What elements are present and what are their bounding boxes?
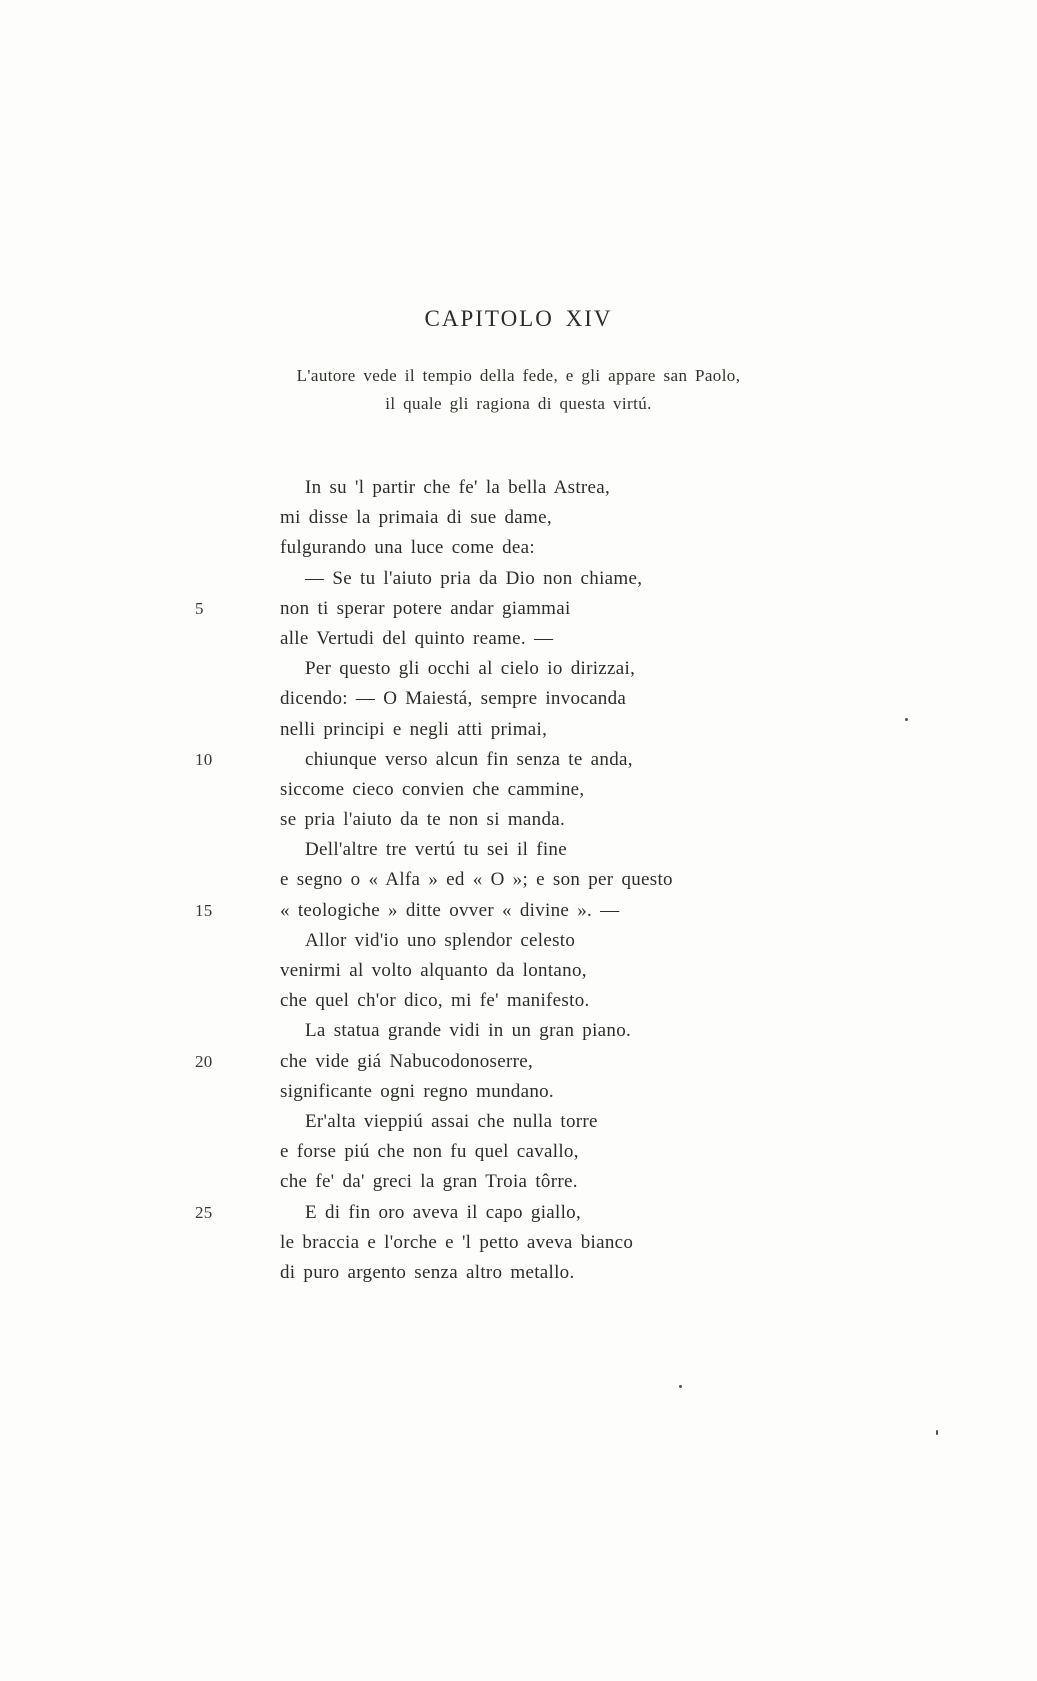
poem-line — [195, 537, 855, 567]
verse-text: In su 'l partir che fe' la bella Astrea, — [305, 477, 611, 498]
poem-line — [195, 930, 855, 960]
verse-text: nelli principi e negli atti primai, — [280, 718, 548, 740]
verse-text: non ti sperar potere andar giammai — [280, 597, 571, 619]
poem-line — [195, 1262, 855, 1292]
verse-text: dicendo: — O Maiestá, sempre invocanda — [280, 688, 627, 710]
poem-line — [195, 900, 855, 930]
verse-text: significante ogni regno mundano. — [280, 1080, 554, 1102]
verse-text: che vide giá Nabucodonoserre, — [280, 1050, 533, 1072]
poem-line — [195, 1202, 855, 1232]
verse-text: siccome cieco convien che cammine, — [280, 778, 585, 800]
poem-line — [195, 628, 855, 658]
poem-line — [195, 688, 855, 718]
poem-line — [195, 990, 855, 1020]
scan-speck — [905, 718, 908, 721]
chapter-summary — [0, 362, 1037, 418]
verse-text: se pria l'aiuto da te non si manda. — [280, 809, 566, 831]
verse-text: « teologiche » ditte ovver « divine ». — — [280, 899, 620, 921]
verse-text: che quel ch'or dico, mi fe' manifesto. — [280, 990, 590, 1012]
scan-speck — [936, 1430, 938, 1435]
poem-line — [195, 1020, 855, 1050]
scan-speck — [679, 1385, 682, 1388]
line-number: 25 — [195, 1202, 213, 1222]
poem-line — [195, 749, 855, 779]
poem-line — [195, 839, 855, 869]
poem-line — [195, 960, 855, 990]
poem-line — [195, 1141, 855, 1171]
chapter-title: CAPITOLO XIV — [424, 306, 613, 331]
line-number: 15 — [195, 900, 213, 920]
line-number: 5 — [195, 598, 204, 618]
poem-line — [195, 1171, 855, 1201]
verse-text: e segno o « Alfa » ed « O »; e son per questo — [280, 869, 673, 891]
poem-line — [195, 1051, 855, 1081]
verse-text: di puro argento senza altro metallo. — [280, 1261, 575, 1283]
verse-text: E di fin oro aveva il capo giallo, — [305, 1201, 582, 1223]
poem-line — [195, 1081, 855, 1111]
poem-line — [195, 869, 855, 899]
verse-text: — Se tu l'aiuto pria da Dio non chiame, — [305, 567, 643, 589]
poem-line — [195, 779, 855, 809]
poem-line — [195, 658, 855, 688]
verse-text: Dell'altre tre vertú tu sei il fine — [305, 839, 567, 861]
verse-text: Er'alta vieppiú assai che nulla torre — [305, 1110, 598, 1132]
verse-text: e forse piú che non fu quel cavallo, — [280, 1141, 579, 1163]
line-number: 20 — [195, 1051, 213, 1071]
verse-text: La statua grande vidi in un gran piano. — [305, 1020, 632, 1042]
verse-text: fulgurando una luce come dea: — [280, 537, 535, 559]
verse-text: Per questo gli occhi al cielo io dirizzai, — [305, 658, 636, 680]
chapter-summary-line-2: il quale gli ragiona di questa virtú. — [385, 394, 652, 413]
chapter-summary-line-1: L'autore vede il tempio della fede, e gli appare san Paolo, — [296, 366, 741, 385]
poem-line — [195, 1111, 855, 1141]
line-number: 10 — [195, 749, 213, 769]
verse-text: Allor vid'io uno splendor celesto — [305, 929, 576, 951]
verse-text: chiunque verso alcun fin senza te anda, — [305, 748, 633, 770]
poem-line — [195, 719, 855, 749]
poem-line — [195, 809, 855, 839]
poem-line — [195, 598, 855, 628]
poem-line — [195, 1232, 855, 1262]
poem-line — [195, 477, 855, 507]
verse-text: che fe' da' greci la gran Troia tôrre. — [280, 1171, 578, 1193]
poem-line — [195, 507, 855, 537]
poem — [195, 477, 855, 1292]
verse-text: alle Vertudi del quinto reame. — — [280, 627, 554, 649]
verse-text: le braccia e l'orche e 'l petto aveva bianco — [280, 1231, 634, 1253]
verse-text: venirmi al volto alquanto da lontano, — [280, 960, 587, 981]
poem-line — [195, 568, 855, 598]
verse-text: mi disse la primaia di sue dame, — [280, 507, 552, 529]
